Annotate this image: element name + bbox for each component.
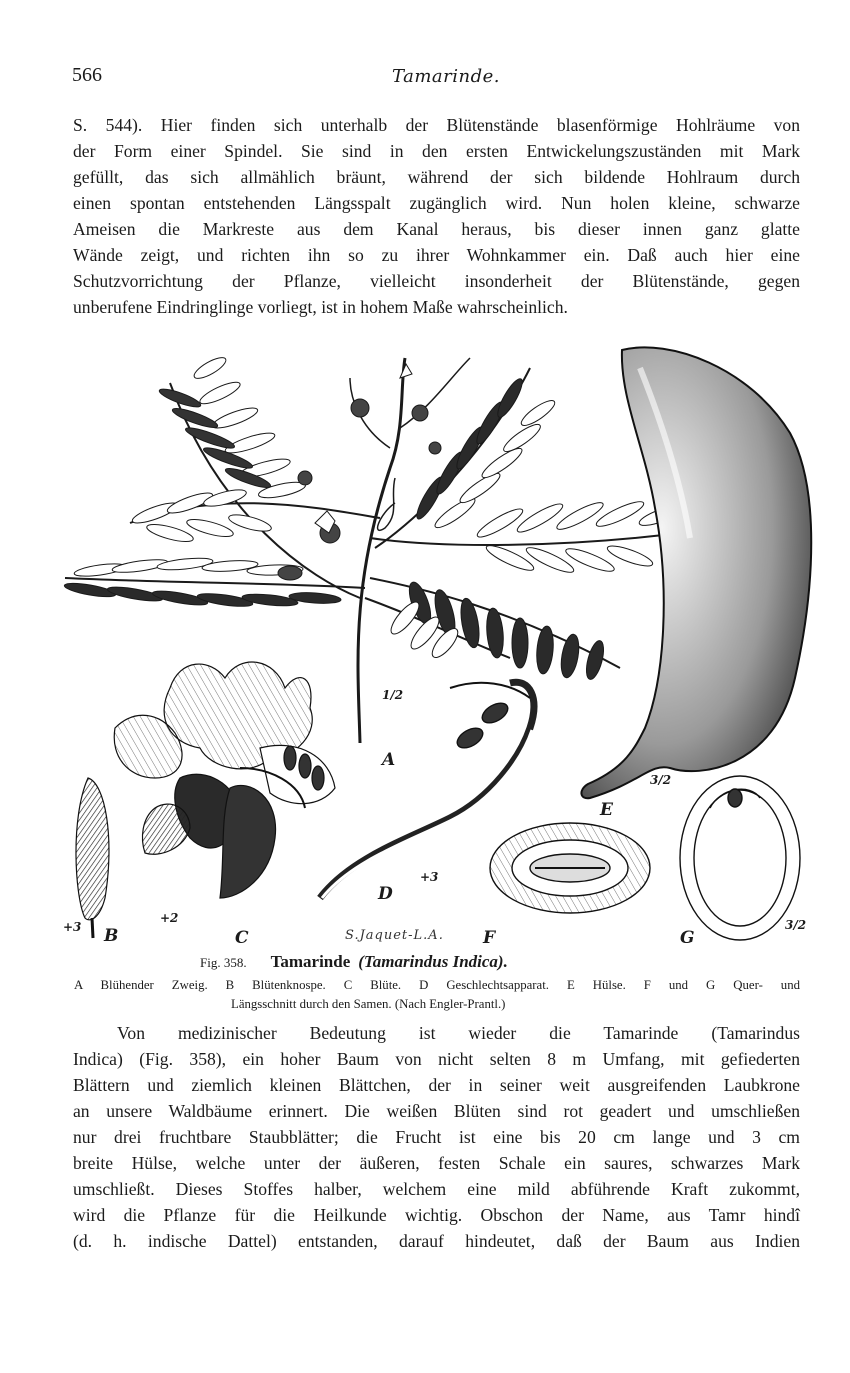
part-label-B: B (104, 926, 119, 946)
part-label-F: F (483, 928, 496, 948)
pod-E (581, 347, 811, 798)
text-line: nur drei fruchtbare Staubblätter; die Frucht ist eine bis 20 cm lange und 3 cm (73, 1127, 800, 1147)
branch-flowers (278, 364, 441, 580)
text-line: Schutzvorrichtung der Pflanze, vielleicht insonderheit der Blütenstände, gegen (73, 271, 800, 291)
botanical-engraving (60, 338, 815, 958)
scale-B: +3 (63, 920, 82, 934)
text-line: einen spontan entstehenden Längsspalt zugänglich wird. Nun holen kleine, schwarze (73, 193, 800, 213)
text-line: der Form einer Spindel. Sie sind in den ersten Entwickelungszuständen mit Mark (73, 141, 800, 161)
engraver-signature: S.Jaquet-L.A. (345, 928, 444, 943)
branch-A (65, 358, 680, 743)
text-line: umschließt. Dieses Stoffes halber, welchem eine mild abführende Kraft zukommt, (73, 1179, 800, 1199)
text-line: Wände zeigt, und richten ihn so zu ihrer Wohnkammer ein. Daß auch hier eine (73, 245, 800, 265)
seed-cross-section-F (490, 823, 650, 913)
part-label-G: G (680, 928, 695, 948)
scale-G: 3/2 (785, 918, 807, 932)
text-line: breite Hülse, welche unter der äußeren, festen Schale ein saures, schwarzes Mark (73, 1153, 800, 1173)
text-line: Ameisen die Markreste aus dem Kanal heraus, bis dieser innen ganz glatte (73, 219, 800, 239)
scale-E: 3/2 (650, 773, 672, 787)
scale-D: +3 (420, 870, 439, 884)
text-line: (d. h. indische Dattel) entstanden, darauf hindeutet, daß der Baum aus Indien (73, 1231, 800, 1251)
flower-C (114, 662, 335, 898)
text-line: Blättern und ziemlich kleinen Blättchen, der in seiner weit ausgreifenden Laubkrone (73, 1075, 800, 1095)
figure-number: Fig. 358. (200, 955, 247, 970)
legend-line: A Blühender Zweig. B Blütenknospe. C Blüte. D Geschlechtsapparat. E Hülse. F und G Quer- und (74, 978, 800, 992)
tamarind-illustration (60, 338, 815, 958)
running-head: Tamarinde. (392, 66, 500, 87)
text-line: wird die Pflanze für die Heilkunde wichtig. Obschon der Name, aus Tamr hindî (73, 1205, 800, 1225)
text-line: Von medizinischer Bedeutung ist wieder die Tamarinde (Tamarindus (117, 1023, 800, 1043)
figure-legend (74, 976, 800, 1014)
part-label-E: E (600, 800, 613, 820)
paragraph-bottom (73, 1020, 800, 1254)
bud-B (76, 778, 109, 938)
text-line: S. 544). Hier finden sich unterhalb der Blütenstände blasenförmige Hohlräume von (73, 115, 800, 135)
figure-caption-title (200, 952, 508, 972)
paragraph-top (73, 112, 800, 320)
text-line: gefüllt, das sich allmählich bräunt, während der sich bildende Hohlraum durch (73, 167, 800, 187)
text-line: Indica) (Fig. 358), ein hoher Baum von nicht selten 8 m Umfang, mit gefiederten (73, 1049, 800, 1069)
seed-longitudinal-section-G (680, 776, 800, 940)
part-label-D: D (378, 884, 393, 904)
scale-C: +2 (160, 911, 179, 925)
page-number: 566 (72, 64, 102, 86)
caption-main-title: Tamarinde (270, 952, 351, 971)
caption-latin-name: (Tamarindus Indica). (358, 952, 508, 971)
text-line: an unsere Waldbäume erinnert. Die weißen Blüten sind rot geadert und umschließen (73, 1101, 800, 1121)
page-header (72, 64, 798, 90)
scale-A: 1/2 (382, 688, 404, 702)
legend-line: Längsschnitt durch den Samen. (Nach Engler-Prantl.) (231, 997, 506, 1011)
part-label-C: C (235, 928, 249, 948)
text-line: unberufene Eindringlinge vorliegt, ist in hohem Maße wahrscheinlich. (73, 297, 568, 317)
part-label-A: A (382, 750, 396, 770)
